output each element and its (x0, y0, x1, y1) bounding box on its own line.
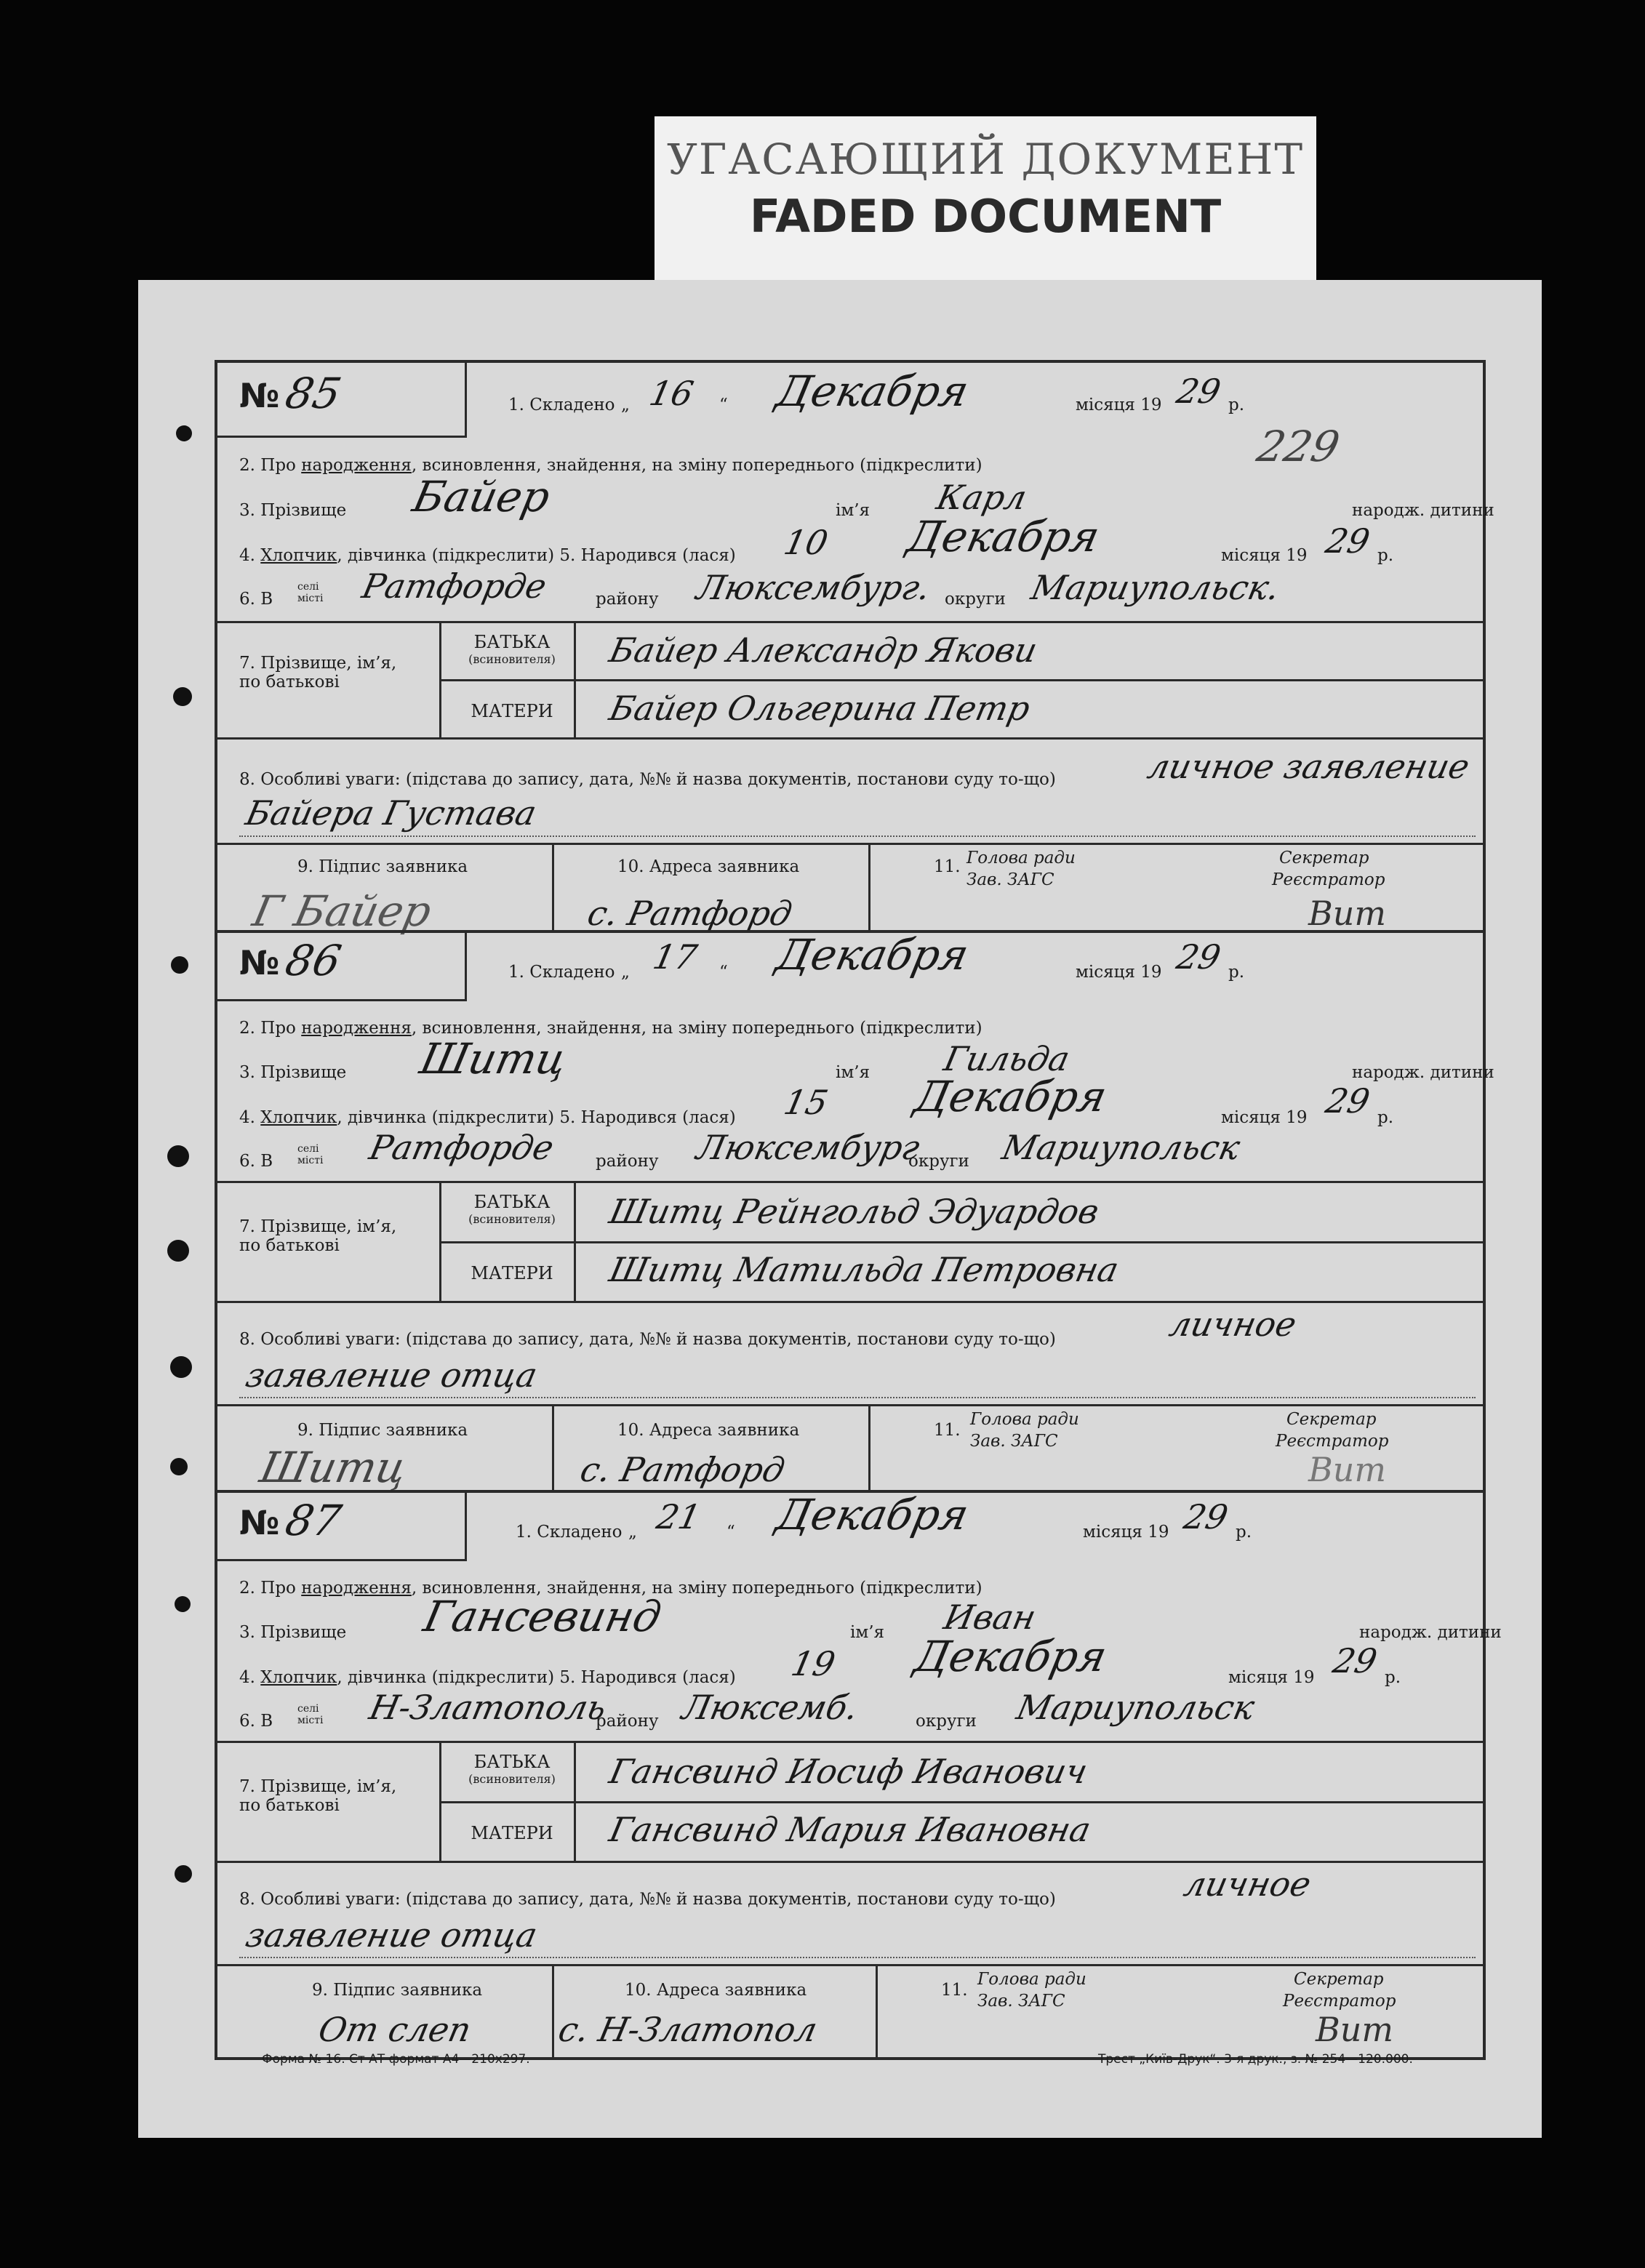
applicant-signature: Шитц (255, 1443, 412, 1492)
mother-name: Байер Ольгерина Петр (606, 689, 1034, 728)
mother-name: Гансвинд Мария Ивановна (606, 1810, 1094, 1849)
quote-open: „ (621, 963, 630, 982)
district: Люксембург (693, 1128, 924, 1167)
event-type-prefix: 2. Про (239, 456, 302, 475)
quote-close: “ (727, 1523, 735, 1542)
applicant-signature: Г Байер (248, 886, 436, 936)
divider (552, 1404, 554, 1490)
sex-boy: Хлопчик (260, 1668, 337, 1687)
okrug-label: округи (916, 1712, 977, 1731)
zags-head-label: Зав. ЗАГС (970, 1432, 1058, 1451)
record-86 (217, 930, 1494, 1492)
composed-day: 17 (649, 937, 701, 977)
binding-hole (176, 425, 192, 441)
divider (217, 1404, 1483, 1406)
composed-year: 29 (1180, 1497, 1232, 1536)
district: Люксемб. (679, 1688, 862, 1727)
event-type-line (239, 456, 982, 475)
village-label: селі (297, 581, 319, 593)
birth-day: 15 (780, 1083, 832, 1122)
binding-hole (170, 1356, 192, 1378)
okrug: Мариупольск. (1028, 568, 1284, 607)
registrar-label: Реєстратор (1283, 1992, 1396, 2011)
faded-document-label (655, 116, 1316, 284)
signature-label: 9. Підпис заявника (297, 857, 468, 876)
sex-line (239, 1668, 736, 1687)
birth-month-label: місяця 19 (1228, 1668, 1315, 1687)
event-type-birth: народження (301, 456, 412, 475)
composed-month: Декабря (772, 930, 973, 979)
birth-month: Декабря (910, 1072, 1111, 1121)
place-label: 6. В (239, 1712, 273, 1731)
settlement-type (297, 581, 323, 604)
record-number-box (217, 1490, 467, 1561)
record-number-box (217, 363, 467, 438)
settlement-type (297, 1143, 323, 1166)
village: Н-Златополь (366, 1688, 610, 1727)
divider (217, 737, 1483, 740)
place-label: 6. В (239, 590, 273, 609)
child-surname: Гансевинд (419, 1592, 666, 1641)
birth-year-suffix: р. (1377, 1108, 1394, 1127)
mother-label: МАТЕРИ (471, 1263, 553, 1283)
record-number-box (217, 930, 467, 1001)
event-type-rest: , всиновлення, знайдення, на зміну попереднього (підкреслити) (411, 456, 982, 475)
official-signature: Вит (1316, 2010, 1394, 2049)
secretary-label: Секретар (1286, 1410, 1377, 1429)
village: Ратфорде (359, 566, 551, 606)
quote-open: „ (621, 396, 630, 414)
divider (439, 1241, 1483, 1243)
child-surname: Байер (408, 472, 555, 521)
year-suffix: р. (1228, 396, 1245, 414)
quote-open: „ (628, 1523, 637, 1542)
child-name: Карл (933, 478, 1030, 517)
composed-label: 1. Складено (508, 396, 615, 414)
birth-year: 29 (1322, 1081, 1374, 1121)
notes-line-2: заявление отца (242, 1915, 541, 1955)
divider (439, 1801, 1483, 1803)
town-label: місті (297, 1715, 324, 1726)
field-11-label: 11. (941, 1981, 968, 2000)
name-label: ім’я (836, 501, 870, 520)
village-label: селі (297, 1143, 319, 1155)
okrug-label: округи (908, 1152, 969, 1171)
divider (217, 1181, 1483, 1183)
month-label: місяця 19 (1083, 1523, 1169, 1542)
event-type-birth: народження (301, 1019, 412, 1038)
child-name: Иван (940, 1598, 1040, 1637)
binding-hole (173, 687, 192, 706)
surname-label: 3. Прізвище (239, 1623, 347, 1642)
divider (574, 1181, 576, 1301)
composed-year: 29 (1173, 372, 1225, 411)
parents-label: 7. Прізвище, ім’я, по батькові (239, 1777, 397, 1815)
divider (868, 1404, 870, 1490)
signature-label: 9. Підпис заявника (312, 1981, 483, 2000)
notes-line-1: личное заявление (1144, 747, 1473, 786)
father-sub-label: (всиновителя) (468, 652, 556, 666)
label-russian: УГАСАЮЩИЙ ДОКУМЕНТ (666, 135, 1305, 184)
father-label-text: БАТЬКА (473, 632, 551, 652)
composed-day: 16 (646, 374, 697, 413)
notes-line-1: личное (1180, 1864, 1315, 1904)
birth-month: Декабря (902, 512, 1104, 561)
birth-month-label: місяця 19 (1221, 1108, 1308, 1127)
composed-day: 21 (653, 1497, 705, 1536)
divider (574, 1741, 576, 1861)
record-85 (217, 363, 1494, 936)
surname-label: 3. Прізвище (239, 501, 347, 520)
father-label (450, 632, 574, 666)
composed-label: 1. Складено (508, 963, 615, 982)
child-name: Гильда (940, 1039, 1073, 1078)
father-label (450, 1192, 574, 1226)
applicant-signature: От слеп (315, 2010, 475, 2049)
birth-day: 19 (788, 1644, 839, 1683)
binding-hole (170, 1458, 188, 1475)
settlement-type (297, 1703, 323, 1726)
birth-month: Декабря (910, 1632, 1111, 1681)
okrug: Мариупольск (998, 1128, 1244, 1167)
event-type-prefix: 2. Про (239, 1019, 302, 1038)
composed-label: 1. Складено (516, 1523, 623, 1542)
event-type-rest: , всиновлення, знайдення, на зміну попереднього (підкреслити) (411, 1019, 982, 1038)
record-number: 86 (281, 936, 346, 985)
address-label: 10. Адреса заявника (625, 1981, 807, 2000)
month-label: місяця 19 (1076, 396, 1162, 414)
register-page (138, 280, 1542, 2138)
birth-year: 29 (1329, 1641, 1381, 1680)
council-head-label: Голова ради (977, 1970, 1086, 1989)
binding-hole (175, 1596, 191, 1612)
sex-line (239, 1108, 736, 1127)
registrar-label: Реєстратор (1272, 870, 1385, 889)
sex-boy: Хлопчик (260, 1108, 337, 1127)
footer-left: Форма № 16. Ст АТ формат А4—210х297. (262, 2052, 530, 2067)
okrug: Мариупольск (1013, 1688, 1258, 1727)
applicant-address: с. Н-Златопол (555, 2010, 821, 2049)
mother-label: МАТЕРИ (471, 701, 553, 721)
father-label-text: БАТЬКА (473, 1752, 551, 1772)
place-label: 6. В (239, 1152, 273, 1171)
form-frame (215, 360, 1502, 2060)
record-number: 87 (281, 1496, 346, 1545)
dotted-line (239, 1957, 1476, 1958)
town-label: місті (297, 1155, 324, 1166)
sex-line (239, 546, 736, 565)
quote-close: “ (719, 963, 728, 982)
notes-label: 8. Особливі уваги: (підстава до запису, дата, №№ й назва документів, постанови суду то-що) (239, 1330, 1056, 1349)
notes-label: 8. Особливі уваги: (підстава до запису, дата, №№ й назва документів, постанови суду то-що) (239, 1890, 1056, 1909)
mother-label: МАТЕРИ (471, 1823, 553, 1843)
child-label: народж. дитини (1352, 1063, 1494, 1082)
divider (217, 1741, 1483, 1743)
notes-line-2: заявление отца (242, 1355, 541, 1395)
event-type-birth: народження (301, 1579, 412, 1598)
record-number: 85 (281, 369, 346, 418)
applicant-address: с. Ратфорд (584, 894, 796, 933)
field-11-label: 11. (934, 857, 961, 876)
father-name: Шитц Рейнгольд Эдуардов (606, 1192, 1102, 1231)
sex-rest: , дівчинка (підкреслити) 5. Народився (лася) (337, 546, 736, 565)
sex-prefix: 4. (239, 546, 261, 565)
town-label: місті (297, 593, 324, 604)
father-label (450, 1752, 574, 1786)
address-label: 10. Адреса заявника (617, 857, 800, 876)
divider (217, 1964, 1483, 1966)
notes-line-1: личное (1166, 1305, 1300, 1344)
birth-month-label: місяця 19 (1221, 546, 1308, 565)
divider (552, 843, 554, 930)
signature-label: 9. Підпис заявника (297, 1421, 468, 1440)
birth-year: 29 (1322, 521, 1374, 561)
father-sub-label: (всиновителя) (468, 1772, 556, 1786)
district: Люксембург. (693, 568, 934, 607)
dotted-line (239, 1397, 1476, 1398)
parents-label: 7. Прізвище, ім’я, по батькові (239, 1217, 397, 1255)
council-head-label: Голова ради (966, 849, 1076, 867)
divider (217, 1861, 1483, 1863)
event-type-prefix: 2. Про (239, 1579, 302, 1598)
birth-year-suffix: р. (1377, 546, 1394, 565)
sex-rest: , дівчинка (підкреслити) 5. Народився (лася) (337, 1668, 736, 1687)
mother-name: Шитц Матильда Петровна (606, 1250, 1123, 1289)
composed-month: Декабря (772, 366, 973, 416)
secretary-label: Секретар (1294, 1970, 1384, 1989)
record-87 (217, 1490, 1502, 2057)
applicant-address: с. Ратфорд (577, 1450, 789, 1489)
address-label: 10. Адреса заявника (617, 1421, 800, 1440)
official-signature: Вит (1308, 894, 1387, 933)
divider (868, 843, 870, 930)
child-surname: Шитц (415, 1034, 572, 1083)
council-head-label: Голова ради (970, 1410, 1079, 1429)
divider (876, 1964, 878, 2057)
official-signature: Вит (1308, 1450, 1387, 1489)
divider (552, 1964, 554, 2057)
zags-head-label: Зав. ЗАГС (966, 870, 1054, 889)
binding-hole (175, 1865, 192, 1883)
child-label: народж. дитини (1359, 1623, 1502, 1642)
dotted-line (239, 836, 1476, 837)
village: Ратфорде (366, 1128, 558, 1167)
label-english: FADED DOCUMENT (749, 190, 1222, 243)
birth-day: 10 (780, 523, 832, 562)
event-type-line (239, 1019, 982, 1038)
child-label: народж. дитини (1352, 501, 1494, 520)
year-suffix: р. (1236, 1523, 1252, 1542)
number-sign: № (239, 376, 280, 415)
father-label-text: БАТЬКА (473, 1192, 551, 1212)
event-type-rest: , всиновлення, знайдення, на зміну попереднього (підкреслити) (411, 1579, 982, 1598)
notes-line-2: Байера Густава (242, 793, 540, 833)
binding-hole (171, 956, 188, 974)
parents-label: 7. Прізвище, ім’я, по батькові (239, 654, 397, 692)
year-suffix: р. (1228, 963, 1245, 982)
divider (439, 679, 1483, 681)
father-name: Гансвинд Иосиф Иванович (606, 1752, 1092, 1791)
number-sign: № (239, 1503, 280, 1542)
divider (574, 621, 576, 737)
notes-label: 8. Особливі уваги: (підстава до запису, дата, №№ й назва документів, постанови суду то-що) (239, 770, 1056, 789)
divider (217, 621, 1483, 623)
divider (217, 1301, 1483, 1303)
month-label: місяця 19 (1076, 963, 1162, 982)
quote-close: “ (719, 396, 728, 414)
binding-hole (167, 1240, 189, 1262)
zags-head-label: Зав. ЗАГС (977, 1992, 1065, 2011)
composed-month: Декабря (772, 1490, 973, 1539)
sex-prefix: 4. (239, 1108, 261, 1127)
birth-year-suffix: р. (1385, 1668, 1401, 1687)
district-label: району (596, 1712, 659, 1731)
name-label: ім’я (850, 1623, 885, 1642)
divider (217, 843, 1483, 845)
district-label: району (596, 590, 659, 609)
footer-right: Трест „Київ-Друк“. 3-я друк., з. № 254—120.000. (1098, 2052, 1413, 2067)
father-name: Байер Александр Якови (606, 630, 1041, 670)
registrar-label: Реєстратор (1276, 1432, 1389, 1451)
composed-year: 29 (1173, 937, 1225, 977)
okrug-label: округи (945, 590, 1006, 609)
sex-boy: Хлопчик (260, 546, 337, 565)
village-label: селі (297, 1703, 319, 1715)
secretary-label: Секретар (1279, 849, 1369, 867)
number-sign: № (239, 943, 280, 982)
sex-prefix: 4. (239, 1668, 261, 1687)
name-label: ім’я (836, 1063, 870, 1082)
father-sub-label: (всиновителя) (468, 1212, 556, 1226)
binding-hole (167, 1145, 189, 1167)
sex-rest: , дівчинка (підкреслити) 5. Народився (лася) (337, 1108, 736, 1127)
field-11-label: 11. (934, 1421, 961, 1440)
surname-label: 3. Прізвище (239, 1063, 347, 1082)
district-label: району (596, 1152, 659, 1171)
margin-page-number: 229 (1252, 422, 1344, 471)
